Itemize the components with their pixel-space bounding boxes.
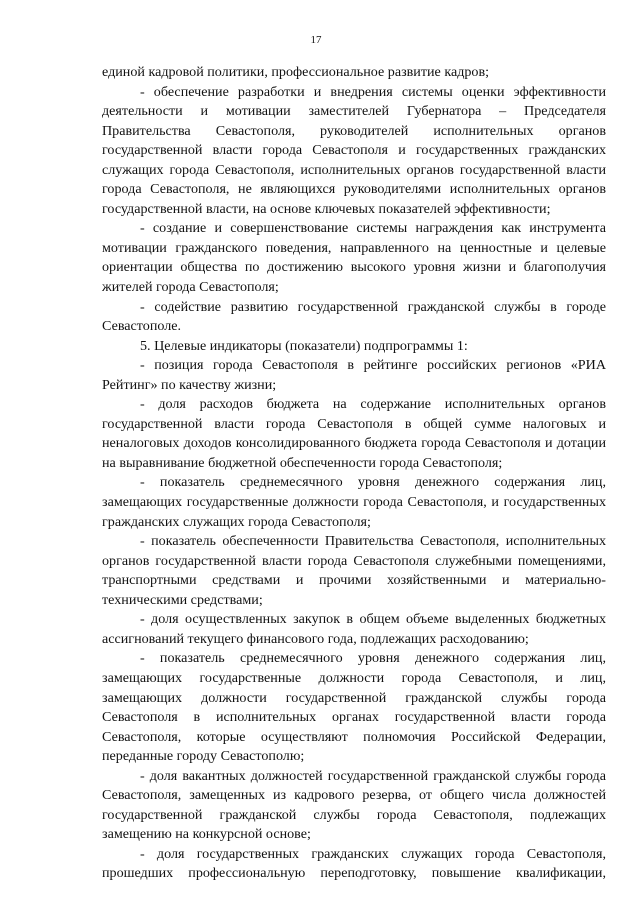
paragraph-heading: 5. Целевые индикаторы (показатели) подпрограммы 1: (140, 337, 468, 354)
paragraph: - доля осуществленных закупок в общем объеме выделенных бюджетных ассигнований текущего финансового года, подлежащих расходованию; (102, 611, 606, 647)
paragraph: - доля расходов бюджета на содержание исполнительных органов государственной власти города Севастополя в общей сумме налоговых и неналоговых доходов консолидированного бюджета города Севастополя и дотации на выравнивание бюджетной обеспеченности города Севастополя; (102, 396, 606, 471)
paragraph: - создание и совершенствование системы награждения как инструмента мотивации гражданского поведения, направленного на ценностные и целевые ориентации общества по достижению высокого уровня жизни и благополучия жителей города Севастополя; (102, 220, 606, 296)
paragraph: - содействие развитию государственной гражданской службы в городе Севастополе. (102, 298, 606, 335)
paragraph: - позиция города Севастополя в рейтинге российских регионов «РИА Рейтинг» по качеству жизни; (102, 357, 606, 393)
paragraph: - доля государственных гражданских служащих города Севастополя, прошедших профессиональную переподготовку, повышение квалификации, (102, 845, 606, 882)
page-number: 17 (310, 34, 322, 46)
paragraph: единой кадровой политики, профессиональное развитие кадров; (102, 64, 490, 80)
paragraph: - обеспечение разработки и внедрения системы оценки эффективности деятельности и мотивации заместителей Губернатора – Председателя Правительства Севастополя, руководителей исполнительных органов государственной власти города Севастополя и государственных гражданских служащих города Севастополя, исполнительных органов государственной власти города Севастополя, не являющихся руководителями исполнительных органов государственной власти, на основе ключевых показателей эффективности; (102, 83, 606, 217)
paragraph: - показатель среднемесячного уровня денежного содержания лиц, замещающих государственные должности города Севастополя, и лиц, замещающих должности государственной гражданской службы города Севастополя в исполнительных органах государственной власти города Севастополя, которые осуществляют полномочия Российской Федерации, переданные городу Севастополю; (102, 650, 606, 765)
paragraph: - показатель среднемесячного уровня денежного содержания лиц, замещающих государственные должности города Севастополя, и государственных гражданских служащих города Севастополя; (102, 474, 606, 530)
paragraph: - доля вакантных должностей государственной гражданской службы города Севастополя, замещенных из кадрового резерва, от общего числа должностей государственной гражданской службы города Севастополя, подлежащих замещению на конкурсной основе; (102, 767, 606, 843)
paragraph: - показатель обеспеченности Правительства Севастополя, исполнительных органов государственной власти города Севастополя служебными помещениями, транспортными средствами и прочими хозяйственными и материально-техническими средствами; (102, 533, 606, 608)
document-body (102, 63, 606, 884)
